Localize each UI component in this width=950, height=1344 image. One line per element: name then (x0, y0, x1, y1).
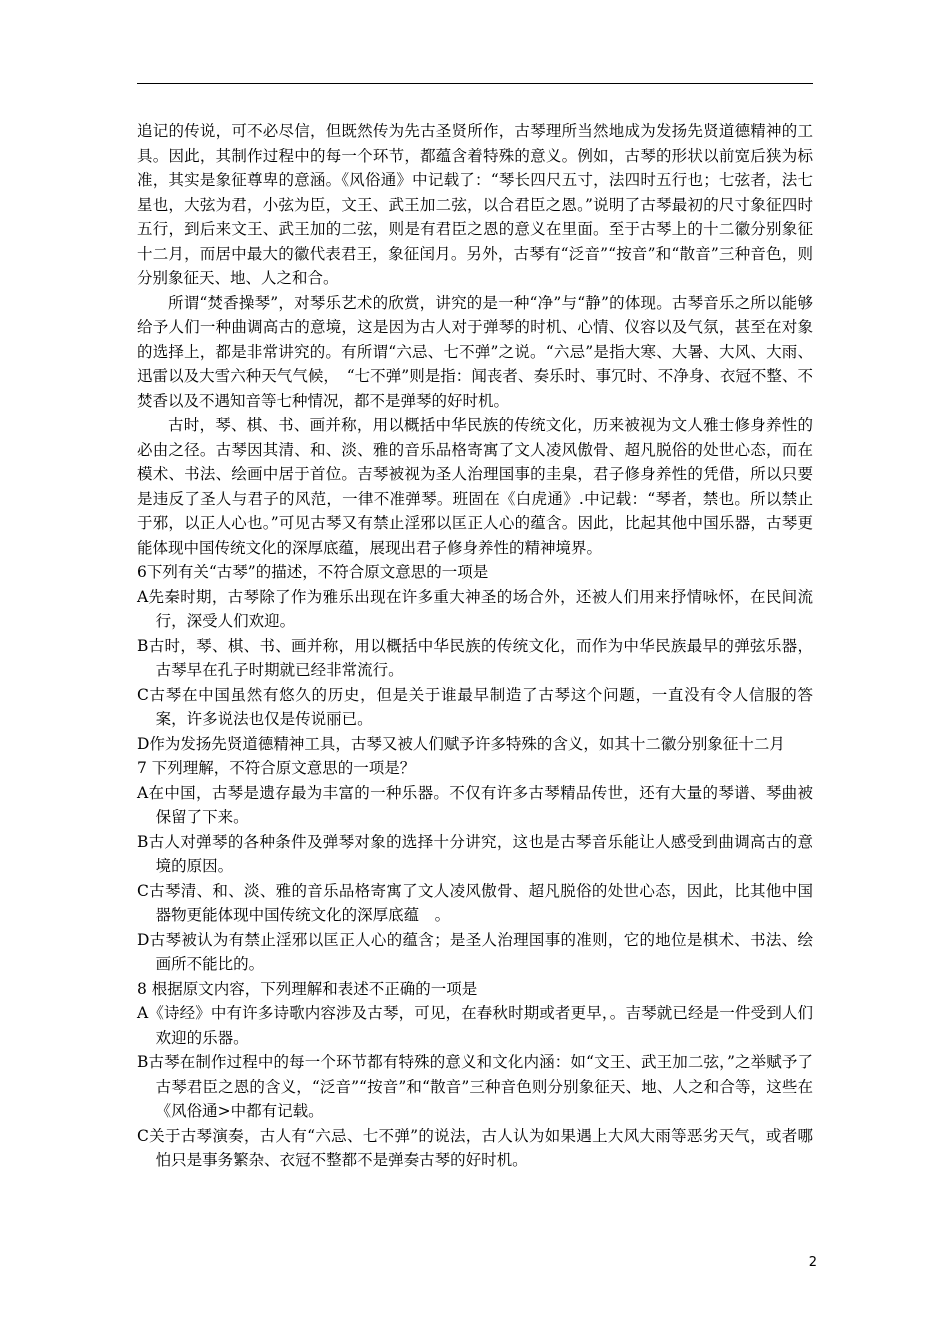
question-stem: 7 下列理解，不符合原文意思的一项是？ (137, 759, 416, 777)
question-option: D作为发扬先贤道德精神工具，古琴又被人们赋予许多特殊的含义，如其十二徽分别象征十二月 (137, 734, 785, 753)
question-option: D古琴被认为有禁止淫邪以匡正人心的蕴含；是圣人治理国事的准则，它的地位是棋术、书法、绘画所不能比的。 (137, 930, 813, 973)
question-option: C古琴清、和、淡、雅的音乐品格寄寓了文人凌风傲骨、超凡脱俗的处世心态，因此，比其他中国器物更能体现中国传统文化的深厚底蕴 。 (137, 881, 813, 924)
paragraph: 追记的传说，可不必尽信，但既然传为先古圣贤所作，古琴理所当然地成为发扬先贤道德精神的工具。因此，其制作过程中的每一个环节，都蕴含着特殊的意义。例如，古琴的形状以前宽后狭为标准，其实是象征尊卑的意涵。《风俗通》中记载了：“琴长四尺五寸，法四时五行也；七弦者，法七星也，大弦为君，小弦为臣，文王、武王加二弦，以合君臣之恩。”说明了古琴最初的尺寸象征四时五行，到后来文王、武王加的二弦，则是有君臣之恩的意义在里面。至于古琴上的十二徽分别象征十二月，而居中最大的徽代表君王，象征闰月。另外，古琴有“泛音”“按音”和“散音”三种音色，则分别象征天、地、人之和合。 (137, 122, 813, 287)
question-option: A在中国，古琴是遗存最为丰富的一种乐器。不仅有许多古琴精品传世，还有大量的琴谱、琴曲被保留了下来。 (137, 783, 813, 826)
question-stem: 6下列有关“古琴”的描述，不符合原文意思的一项是 (137, 563, 489, 581)
question-stem: 8 根据原文内容，下列理解和表述不正确的一项是 (137, 979, 478, 998)
question-option: A先秦时期，古琴除了作为雅乐出现在许多重大神圣的场合外，还被人们用来抒情咏怀，在民间流行，深受人们欢迎。 (137, 587, 813, 630)
question-option: B古人对弹琴的各种条件及弹琴对象的选择十分讲究，这也是古琴音乐能让人感受到曲调高古的意境的原因。 (137, 832, 813, 875)
paragraph: 所谓“焚香操琴”，对琴乐艺术的欣赏，讲究的是一种“净”与“静”的体现。古琴音乐之所以能够给予人们一种曲调高古的意境，这是因为古人对于弹琴的时机、心情、仪容以及气氛，甚至在对象的选择上，都是非常讲究的。有所谓“六忌、七不弹”之说。“六忌”是指大寒、大暑、大风、大雨、迅雷以及大雪六种天气气候， “七不弹”则是指：闻丧者、奏乐时、事冗时、不净身、衣冠不整、不焚香以及不遇知音等七种情况，都不是弹琴的好时机。 (137, 293, 813, 410)
question-option: B古琴在制作过程中的每一个环节都有特殊的意义和文化内涵：如“文王、武王加二弦，”之举赋予了古琴君臣之恩的含义，“泛音”“按音”和“散音”三种音色则分别象征天、地、人之和合等，这些在《风俗通>中都有记载。 (137, 1053, 813, 1120)
document-body (137, 119, 813, 1173)
question-option: C关于古琴演奏，古人有“六忌、七不弹”的说法，古人认为如果遇上大风大雨等恶劣天气，或者哪怕只是事务繁杂、衣冠不整都不是弹奏古琴的好时机。 (137, 1126, 813, 1169)
question-option: A《诗经》中有许多诗歌内容涉及古琴，可见，在春秋时期或者更早，。吉琴就已经是一件受到人们欢迎的乐器。 (137, 1004, 813, 1047)
question-option: C古琴在中国虽然有悠久的历史，但是关于谁最早制造了古琴这个问题，一直没有令人信服的答案，许多说法也仅是传说丽已。 (137, 685, 813, 728)
header-rule (137, 83, 813, 84)
paragraph: 古时，琴、棋、书、画并称，用以概括中华民族的传统文化，历来被视为文人雅士修身养性的必由之径。古琴因其清、和、淡、雅的音乐品格寄寓了文人凌风傲骨、超凡脱俗的处世心态，而在模术、书法、绘画中居于首位。吉琴被视为圣人治理国事的圭臬，君子修身养性的凭借，所以只要是违反了圣人与君子的风范，一律不准弹琴。班固在《白虎通》.中记载：“琴者，禁也。所以禁止于邪，以正人心也。”可见古琴又有禁止淫邪以匡正人心的蕴含。因此，比起其他中国乐器，古琴更能体现中国传统文化的深厚底蕴，展现出君子修身养性的精神境界。 (137, 416, 813, 557)
question-option: B古时，琴、棋、书、画并称，用以概括中华民族的传统文化，而作为中华民族最早的弹弦乐器，古琴早在孔子时期就已经非常流行。 (137, 636, 813, 679)
page-number: 2 (808, 1255, 817, 1270)
